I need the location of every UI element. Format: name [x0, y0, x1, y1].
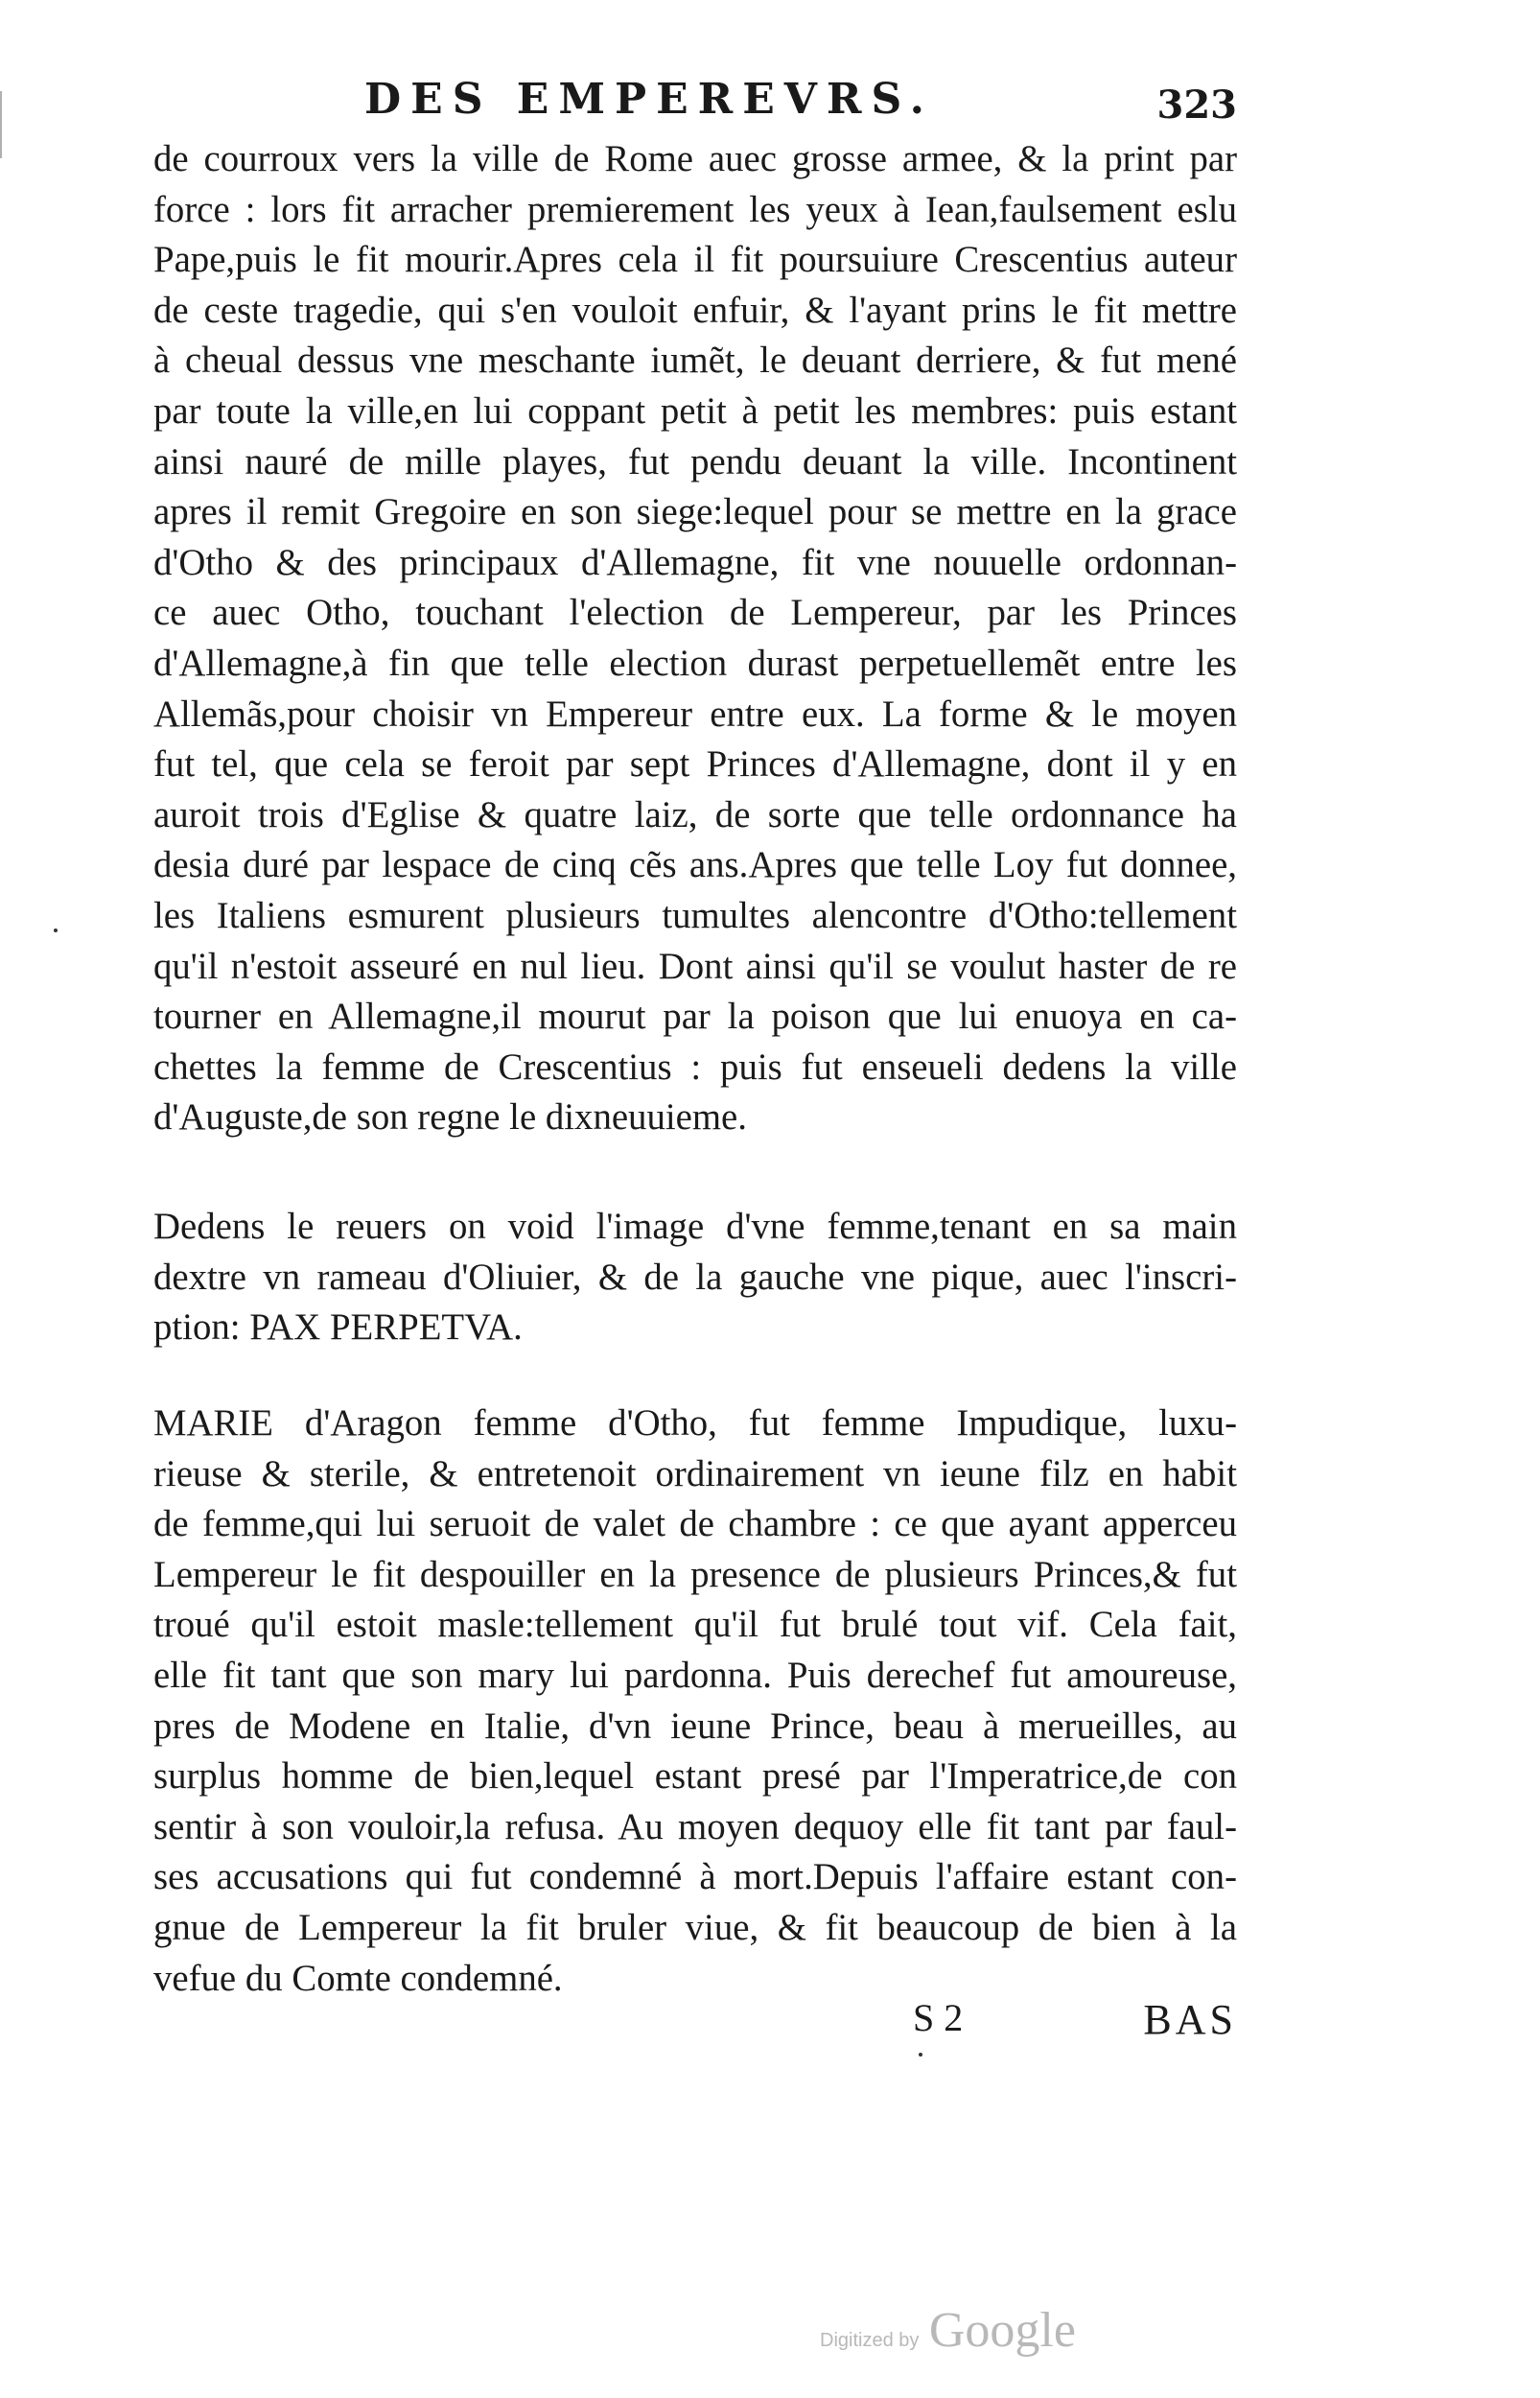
page-header	[134, 75, 1237, 132]
text-line: fut tel, que cela se feroit par sept Princes d'Allemagne, dont il y en	[153, 743, 1237, 786]
text-line: Allemãs,pour choisir vn Empereur entre eux. La forme & le moyen	[153, 693, 1237, 735]
text-line: force : lors fit arracher premierement les yeux à Iean,faulsement eslu	[153, 188, 1237, 230]
text-line: ainsi nauré de mille playes, fut pendu deuant la ville. Incontinent	[153, 440, 1237, 482]
text-line: ses accusations qui fut condemné à mort.Depuis l'affaire estant con-	[153, 1856, 1237, 1898]
page-number: 323	[1156, 82, 1237, 128]
text-line: apres il remit Gregoire en son siege:lequel pour se mettre en la grace	[153, 491, 1237, 533]
text-line: Dedens le reuers on void l'image d'vne femme,tenant en sa main	[153, 1206, 1237, 1247]
running-title: DES EMPEREVRS.	[364, 75, 934, 124]
text-line: Pape,puis le fit mourir.Apres cela il fit poursuiure Crescentius auteur	[153, 239, 1237, 281]
text-line: Lempereur le fit despouiller en la presence de plusieurs Princes,& fut	[153, 1553, 1237, 1595]
text-line: MARIE d'Aragon femme d'Otho, fut femme Impudique, luxu-	[153, 1402, 1237, 1444]
paragraph-marie-aragon	[153, 1399, 1237, 2004]
signature-mark: S 2	[913, 1996, 964, 2039]
text-line: de femme,qui lui seruoit de valet de chambre : ce que ayant apperceu	[153, 1503, 1237, 1545]
text-line: d'Auguste,de son regne le dixneuuieme.	[153, 1096, 747, 1139]
text-line: de ceste tragedie, qui s'en vouloit enfuir, & l'ayant prins le fit mettre	[153, 289, 1237, 331]
page-footer	[153, 1995, 1237, 2053]
google-logo: Google	[928, 2303, 1076, 2358]
text-line: troué qu'il estoit masle:tellement qu'il fut brulé tout vif. Cela fait,	[153, 1604, 1237, 1646]
text-line: desia duré par lespace de cinq cẽs ans.Apres que telle Loy fut donnee,	[153, 844, 1237, 886]
text-line: gnue de Lempereur la fit bruler viue, & fit beaucoup de bien à la	[153, 1906, 1237, 1948]
text-line: rieuse & sterile, & entretenoit ordinairement vn ieune filz en habit	[153, 1452, 1237, 1494]
text-line: vefue du Comte condemné.	[153, 1957, 563, 1999]
text-line: elle fit tant que son mary lui pardonna. Puis derechef fut amoureuse,	[153, 1654, 1237, 1696]
text-line: tourner en Allemagne,il mourut par la poison que lui enuoya en ca-	[153, 996, 1237, 1038]
text-line: par toute la ville,en lui coppant petit à petit les membres: puis estant	[153, 389, 1237, 432]
text-line: dextre vn rameau d'Oliuier, & de la gauche vne pique, auec l'inscri-	[153, 1256, 1237, 1298]
ink-speck	[54, 929, 58, 932]
scan-edge-mark	[0, 91, 6, 158]
text-line: à cheual dessus vne meschante iumẽt, le deuant derriere, & fut mené	[153, 340, 1237, 382]
text-line: d'Otho & des principaux d'Allemagne, fit vne nouuelle ordonnan-	[153, 541, 1237, 583]
text-line: les Italiens esmurent plusieurs tumultes alencontre d'Otho:tellement	[153, 894, 1237, 936]
text-line: pres de Modene en Italie, d'vn ieune Prince, beau à merueilles, au	[153, 1704, 1237, 1747]
digitized-watermark	[820, 2302, 1076, 2359]
text-line: d'Allemagne,à fin que telle election durast perpetuellemẽt entre les	[153, 642, 1237, 684]
watermark-prefix: Digitized by	[820, 2330, 920, 2351]
paragraph-reverse-description	[153, 1202, 1237, 1353]
text-line: auroit trois d'Eglise & quatre laiz, de sorte que telle ordonnance ha	[153, 793, 1237, 835]
text-line: sentir à son vouloir,la refusa. Au moyen dequoy elle fit tant par faul-	[153, 1805, 1237, 1847]
catchword: BAS	[1143, 1996, 1237, 2043]
text-line: de courroux vers la ville de Rome auec grosse armee, & la print par	[153, 138, 1237, 179]
text-line: chettes la femme de Crescentius : puis fut enseueli dedens la ville	[153, 1046, 1237, 1088]
text-line: ce auec Otho, touchant l'election de Lempereur, par les Princes	[153, 592, 1237, 634]
text-line: qu'il n'estoit asseuré en nul lieu. Dont ainsi qu'il se voulut haster de re	[153, 945, 1237, 987]
text-line: ption: PAX PERPETVA.	[153, 1306, 523, 1349]
paragraph-otho-reign	[153, 134, 1237, 1143]
text-line: surplus homme de bien,lequel estant presé par l'Imperatrice,de con	[153, 1755, 1237, 1798]
ink-speck	[919, 2053, 922, 2057]
